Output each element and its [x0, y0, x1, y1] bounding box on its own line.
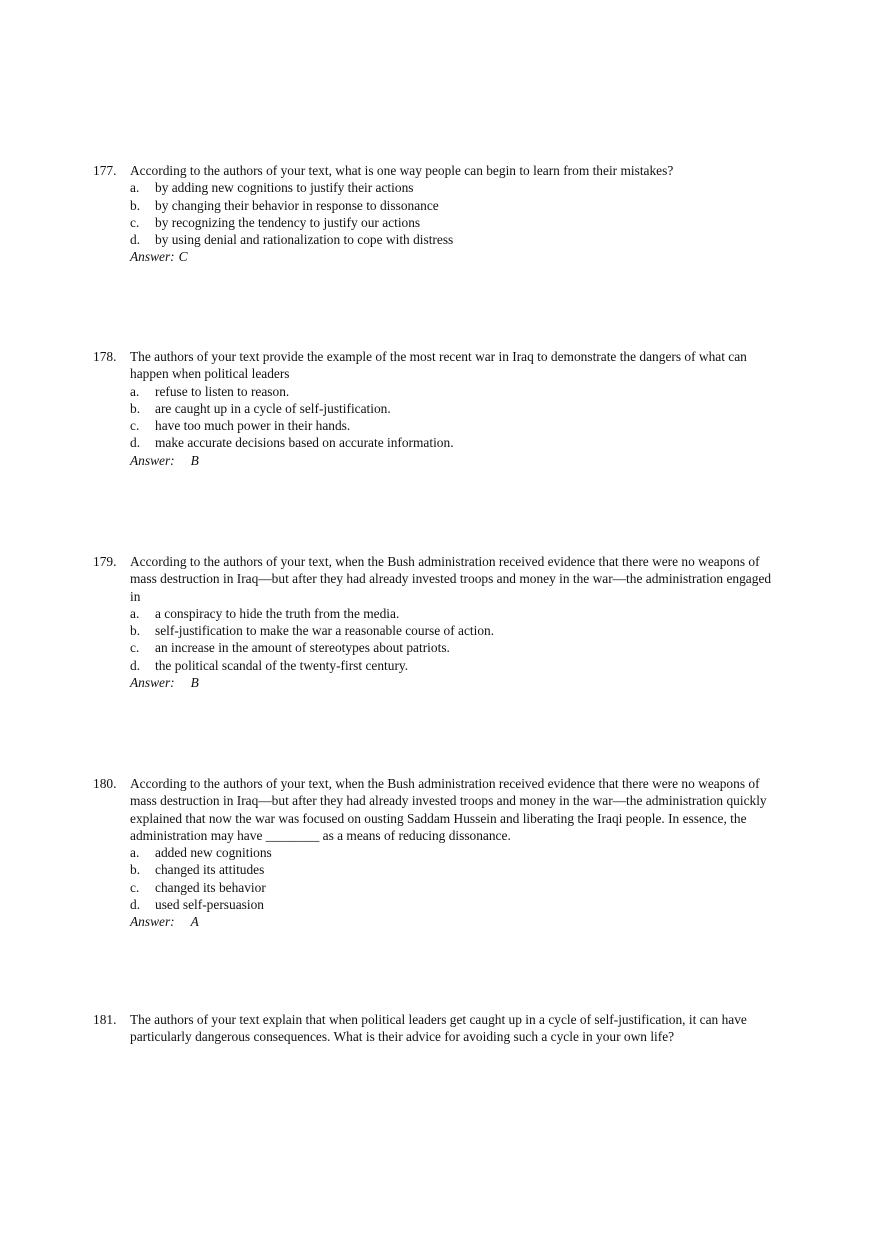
answer-label: Answer: [130, 675, 175, 691]
question-number: 180. [93, 776, 117, 791]
option-text: are caught up in a cycle of self-justification. [155, 400, 391, 416]
option-text: have too much power in their hands. [155, 418, 351, 434]
option-text: by recognizing the tendency to justify our actions [155, 214, 421, 230]
option-letter: a. [130, 180, 140, 196]
answer-line [93, 913, 783, 930]
option-letter: d. [130, 232, 141, 248]
option-b [93, 861, 783, 878]
question-number: 181. [93, 1012, 117, 1027]
option-letter: b. [130, 623, 141, 639]
option-letter: c. [130, 640, 140, 656]
option-letter: c. [130, 214, 140, 230]
option-letter: a. [130, 383, 140, 399]
question-number: 177. [93, 163, 117, 178]
question-177 [93, 162, 783, 266]
option-c [93, 417, 783, 434]
option-b [93, 197, 783, 214]
question-179 [93, 553, 783, 691]
answer-line [93, 674, 783, 691]
answer-line [93, 248, 783, 265]
question-180 [93, 775, 783, 931]
option-b [93, 622, 783, 639]
option-letter: d. [130, 897, 141, 913]
option-text: a conspiracy to hide the truth from the media. [155, 605, 400, 621]
option-text: used self-persuasion [155, 897, 264, 913]
option-text: self-justification to make the war a reasonable course of action. [155, 623, 495, 639]
option-a [93, 383, 783, 400]
question-stem [93, 162, 783, 179]
option-letter: a. [130, 605, 140, 621]
option-letter: b. [130, 400, 141, 416]
question-178 [93, 348, 783, 469]
answer-value: C [178, 249, 188, 265]
option-text: by adding new cognitions to justify their actions [155, 180, 414, 196]
option-text: by using denial and rationalization to cope with distress [155, 232, 454, 248]
question-number: 179. [93, 554, 117, 569]
answer-line [93, 452, 783, 469]
option-c [93, 879, 783, 896]
option-a [93, 844, 783, 861]
question-text: According to the authors of your text, when the Bush administration received evidence that there were no weapons of mass destruction in Iraq—but after they had already invested troops and money in the war—the administration engaged in [130, 554, 772, 604]
option-text: the political scandal of the twenty-first century. [155, 657, 409, 673]
question-181 [93, 1011, 783, 1046]
question-stem [93, 775, 783, 844]
option-d [93, 896, 783, 913]
option-text: make accurate decisions based on accurate information. [155, 435, 454, 451]
option-text: added new cognitions [155, 845, 272, 861]
option-d [93, 231, 783, 248]
option-a [93, 605, 783, 622]
answer-label: Answer: [130, 249, 175, 265]
question-stem [93, 1011, 783, 1046]
answer-value: B [190, 452, 199, 468]
answer-label: Answer: [130, 452, 175, 468]
option-letter: c. [130, 879, 140, 895]
option-text: changed its behavior [155, 879, 266, 895]
option-text: refuse to listen to reason. [155, 383, 290, 399]
option-text: changed its attitudes [155, 862, 265, 878]
question-stem [93, 553, 783, 605]
answer-label: Answer: [130, 914, 175, 930]
option-letter: a. [130, 845, 140, 861]
option-b [93, 400, 783, 417]
option-d [93, 434, 783, 451]
question-text: The authors of your text explain that when political leaders get caught up in a cycle of self-justification, it can have particularly dangerous consequences. What is their advice for avoiding such a cycle in your own life? [130, 1012, 747, 1045]
option-letter: d. [130, 657, 141, 673]
option-c [93, 639, 783, 656]
option-letter: c. [130, 418, 140, 434]
option-text: an increase in the amount of stereotypes about patriots. [155, 640, 450, 656]
option-a [93, 179, 783, 196]
option-letter: d. [130, 435, 141, 451]
option-letter: b. [130, 197, 141, 213]
answer-value: A [190, 914, 199, 930]
question-text: The authors of your text provide the example of the most recent war in Iraq to demonstrate the dangers of what can happen when political leaders [130, 349, 747, 382]
option-d [93, 657, 783, 674]
question-stem [93, 348, 783, 383]
question-text: According to the authors of your text, when the Bush administration received evidence that there were no weapons of mass destruction in Iraq—but after they had already invested troops and money in the war—the administration quickly explained that now the war was focused on ousting Saddam Hussein and liberating the Iraqi people. In essence, the administration may have ________ as a means of reducing dissonance. [130, 776, 767, 843]
question-text: According to the authors of your text, what is one way people can begin to learn from their mistakes? [130, 163, 674, 178]
option-c [93, 214, 783, 231]
option-text: by changing their behavior in response to dissonance [155, 197, 439, 213]
question-number: 178. [93, 349, 117, 364]
option-letter: b. [130, 862, 141, 878]
answer-value: B [190, 675, 199, 691]
